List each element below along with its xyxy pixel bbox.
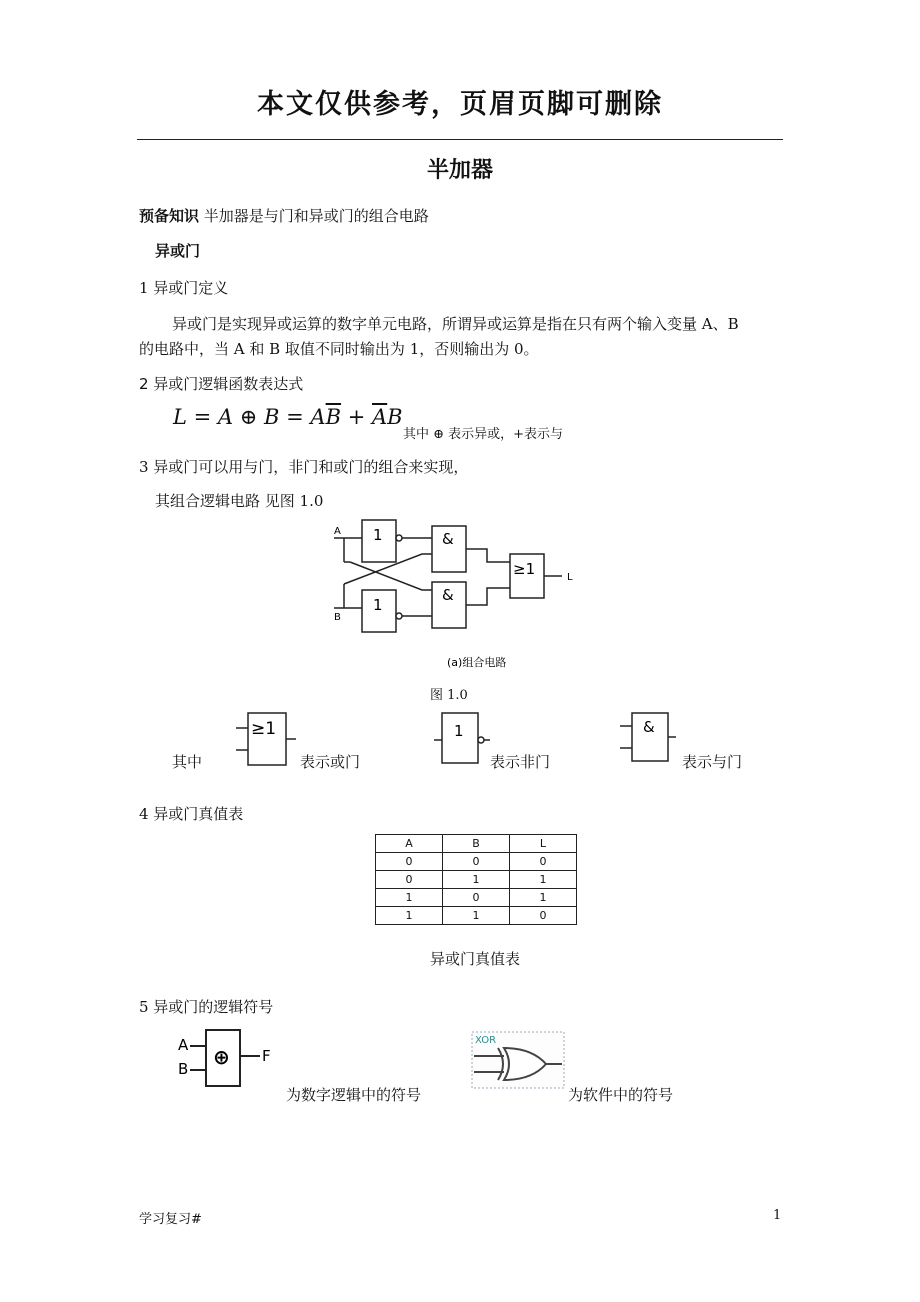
- s5-heading: 5 异或门的逻辑符号: [139, 998, 274, 1016]
- circuit-caption: (a)组合电路: [447, 656, 507, 669]
- not-bubble-top: [396, 535, 402, 541]
- legend-not-text: 表示非门: [490, 753, 551, 771]
- th-l: L: [510, 835, 577, 853]
- cell: 1: [443, 871, 510, 889]
- header-rule: [137, 139, 783, 140]
- cell: 1: [376, 889, 443, 907]
- xor-software-symbol: [470, 1030, 566, 1090]
- truth-table: [375, 834, 577, 925]
- formula-b-bar: $\overline{B}$: [325, 405, 342, 429]
- or-icon-label: ≥1: [251, 719, 277, 739]
- xor-heading: 异或门: [155, 242, 201, 260]
- cell: 1: [510, 871, 577, 889]
- formula-b-tail: B: [387, 405, 403, 429]
- cell: 1: [510, 889, 577, 907]
- figure-caption: 图 1.0: [430, 688, 468, 703]
- table-row: [376, 853, 577, 871]
- page-number: 1: [773, 1208, 782, 1223]
- prior-knowledge-label: 预备知识: [139, 207, 200, 225]
- not-gate-icon: [432, 710, 490, 768]
- formula-xor-op: ⊕: [239, 405, 258, 429]
- cell: 0: [443, 853, 510, 871]
- truth-table-header: [376, 835, 577, 853]
- truth-table-caption: 异或门真值表: [430, 950, 521, 968]
- formula-lhs: L = A: [173, 405, 234, 429]
- digital-label-a: A: [178, 1036, 189, 1054]
- s1-line1: 异或门是实现异或运算的数字单元电路，所谓异或运算是指在只有两个输入变量 A、B: [172, 315, 739, 333]
- prior-knowledge-line: [139, 205, 429, 226]
- and-gate-icon: [618, 710, 676, 764]
- prior-knowledge-text: 半加器是与门和异或门的组合电路: [203, 207, 429, 225]
- footer-left: 学习复习#: [139, 1212, 202, 1227]
- xor-combination-circuit: [322, 512, 592, 674]
- th-a: A: [376, 835, 443, 853]
- not-icon-label: 1: [454, 722, 464, 740]
- table-row: [376, 889, 577, 907]
- legend-or-text: 表示或门: [300, 753, 361, 771]
- and-icon-label: &: [643, 718, 655, 736]
- and-top-label: &: [442, 530, 454, 548]
- cell: 0: [510, 907, 577, 925]
- cell: 1: [376, 907, 443, 925]
- s3-line2: 其组合逻辑电路 见图 1.0: [155, 492, 324, 510]
- digital-symbol-text: 为数字逻辑中的符号: [286, 1086, 422, 1104]
- s1-line2: 的电路中，当 A 和 B 取值不同时输出为 1，否则输出为 0。: [139, 340, 539, 358]
- or-gate-icon: [232, 710, 296, 768]
- and-bottom-label: &: [442, 586, 454, 604]
- digital-label-b: B: [178, 1060, 189, 1078]
- formula-a-bar: $\overline{A}$: [372, 405, 388, 429]
- not-bottom-label: 1: [373, 596, 383, 614]
- cell: 0: [376, 871, 443, 889]
- not-bubble-bottom: [396, 613, 402, 619]
- formula-b: B: [264, 405, 280, 429]
- th-b: B: [443, 835, 510, 853]
- legend-prefix: 其中: [172, 753, 203, 771]
- legend-and-text: 表示与门: [682, 753, 743, 771]
- software-xor-label: XOR: [475, 1035, 497, 1046]
- circuit-label-b: B: [334, 612, 341, 623]
- formula-plus: +: [341, 405, 372, 429]
- software-symbol-text: 为软件中的符号: [568, 1086, 674, 1104]
- cell: 0: [376, 853, 443, 871]
- digital-xor-sym: ⊕: [213, 1045, 230, 1069]
- or-label: ≥1: [513, 560, 536, 578]
- cell: 1: [443, 907, 510, 925]
- digital-label-f: F: [262, 1047, 271, 1065]
- xor-formula: [173, 405, 403, 429]
- table-row: [376, 871, 577, 889]
- not-top-label: 1: [373, 526, 383, 544]
- xor-digital-symbol: [176, 1026, 288, 1092]
- table-row: [376, 907, 577, 925]
- circuit-label-a: A: [334, 526, 341, 537]
- s2-heading: 2 异或门逻辑函数表达式: [139, 375, 304, 393]
- s4-heading: 4 异或门真值表: [139, 805, 244, 823]
- formula-eq-a: = A: [279, 405, 326, 429]
- cell: 0: [443, 889, 510, 907]
- s2-note: 其中 ⊕ 表示异或，+表示与: [403, 427, 564, 442]
- page-title: 半加器: [426, 158, 493, 183]
- s3-heading: 3 异或门可以用与门，非门和或门的组合来实现，: [139, 458, 469, 476]
- circuit-label-l: L: [567, 572, 573, 583]
- s1-heading: 1 异或门定义: [139, 279, 229, 297]
- header-banner: 本文仅供参考，页眉页脚可删除: [257, 89, 663, 120]
- cell: 0: [510, 853, 577, 871]
